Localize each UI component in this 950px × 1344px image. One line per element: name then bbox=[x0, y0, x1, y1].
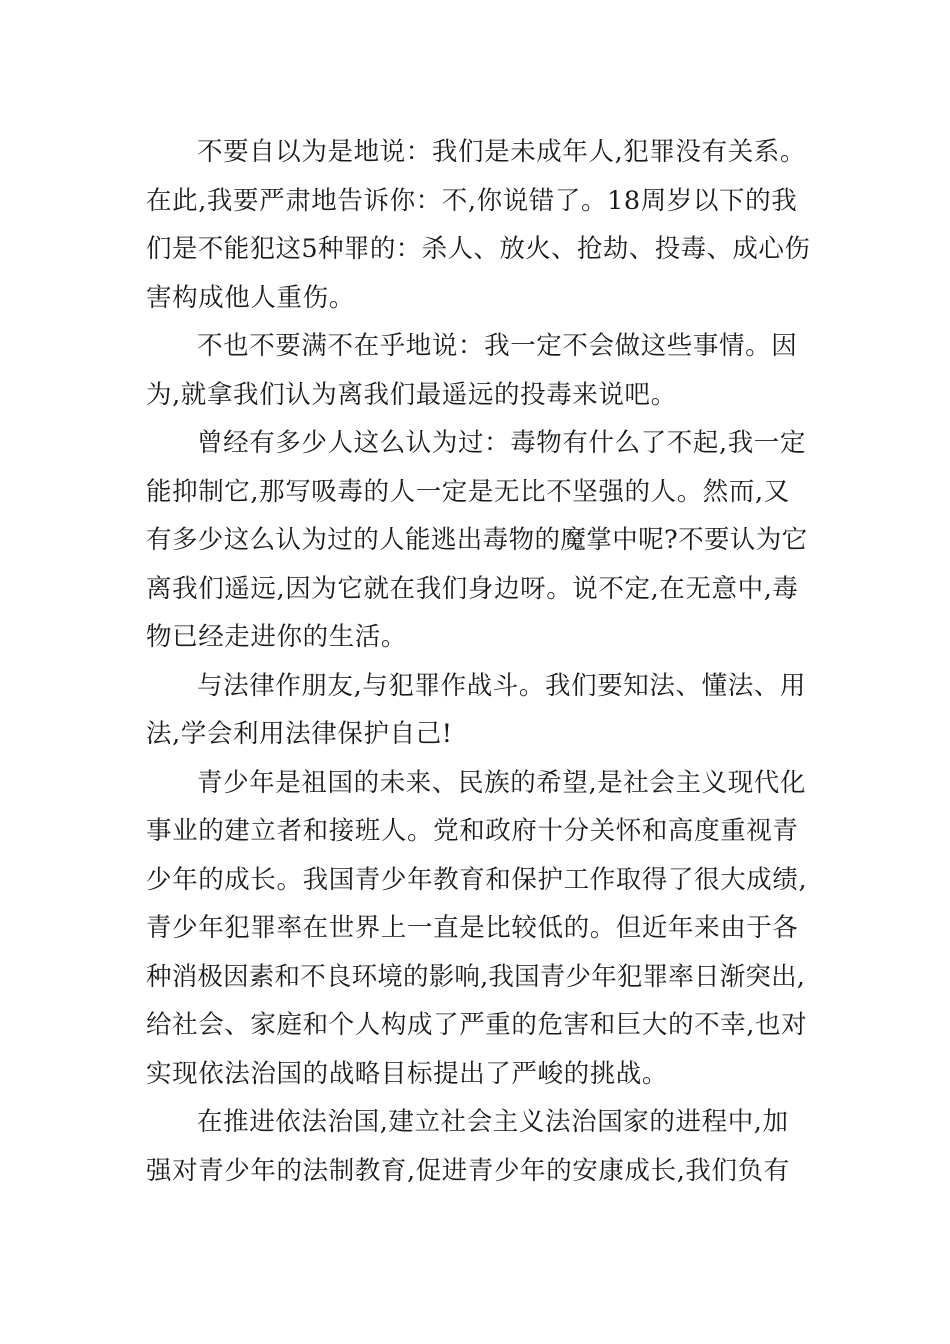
text-line: 强对青少年的法制教育,促进青少年的安康成长,我们负有 bbox=[146, 1155, 790, 1186]
text-line: 实现依法治国的战略目标提出了严峻的挑战。 bbox=[146, 1058, 669, 1089]
text-line: 物已经走进你的生活。 bbox=[146, 622, 408, 652]
text-line: 少年的成长。我国青少年教育和保护工作取得了很大成绩, bbox=[146, 864, 808, 895]
text-line: 在此,我要严肃地告诉你：不,你说错了。18周岁以下的我 bbox=[146, 185, 798, 216]
text-line: 事业的建立者和接班人。党和政府十分关怀和高度重视青 bbox=[146, 816, 799, 846]
text-line: 与法律作朋友,与犯罪作战斗。我们要知法、懂法、用 bbox=[197, 670, 807, 701]
text-line: 曾经有多少人这么认为过：毒物有什么了不起,我一定 bbox=[197, 428, 807, 458]
text-line: 青少年犯罪率在世界上一直是比较低的。但近年来由于各 bbox=[146, 913, 799, 943]
text-line: 离我们遥远,因为它就在我们身边呀。说不定,在无意中,毒 bbox=[146, 573, 799, 604]
text-line: 给社会、家庭和个人构成了严重的危害和巨大的不幸,也对 bbox=[146, 1010, 808, 1040]
text-line: 种消极因素和不良环境的影响,我国青少年犯罪率日渐突出, bbox=[146, 961, 806, 992]
text-line: 为,就拿我们认为离我们最遥远的投毒来说吧。 bbox=[146, 379, 677, 410]
text-line: 法,学会利用法律保护自己! bbox=[146, 719, 453, 749]
text-line: 能抑制它,那写吸毒的人一定是无比不坚强的人。然而,又 bbox=[146, 476, 790, 507]
text-line: 们是不能犯这5种罪的：杀人、放火、抢劫、投毒、成心伤 bbox=[146, 234, 811, 264]
text-line: 害构成他人重伤。 bbox=[146, 282, 355, 313]
text-line: 有多少这么认为过的人能逃出毒物的魔掌中呢?不要认为它 bbox=[146, 525, 808, 555]
text-line: 不也不要满不在乎地说：我一定不会做这些事情。因 bbox=[197, 331, 798, 361]
document-body bbox=[146, 128, 810, 1195]
text-line: 在推进依法治国,建立社会主义法治国家的进程中,加 bbox=[197, 1107, 789, 1137]
text-line: 不要自以为是地说：我们是未成年人,犯罪没有关系。 bbox=[197, 137, 807, 167]
text-line: 青少年是祖国的未来、民族的希望,是社会主义现代化 bbox=[197, 767, 807, 798]
